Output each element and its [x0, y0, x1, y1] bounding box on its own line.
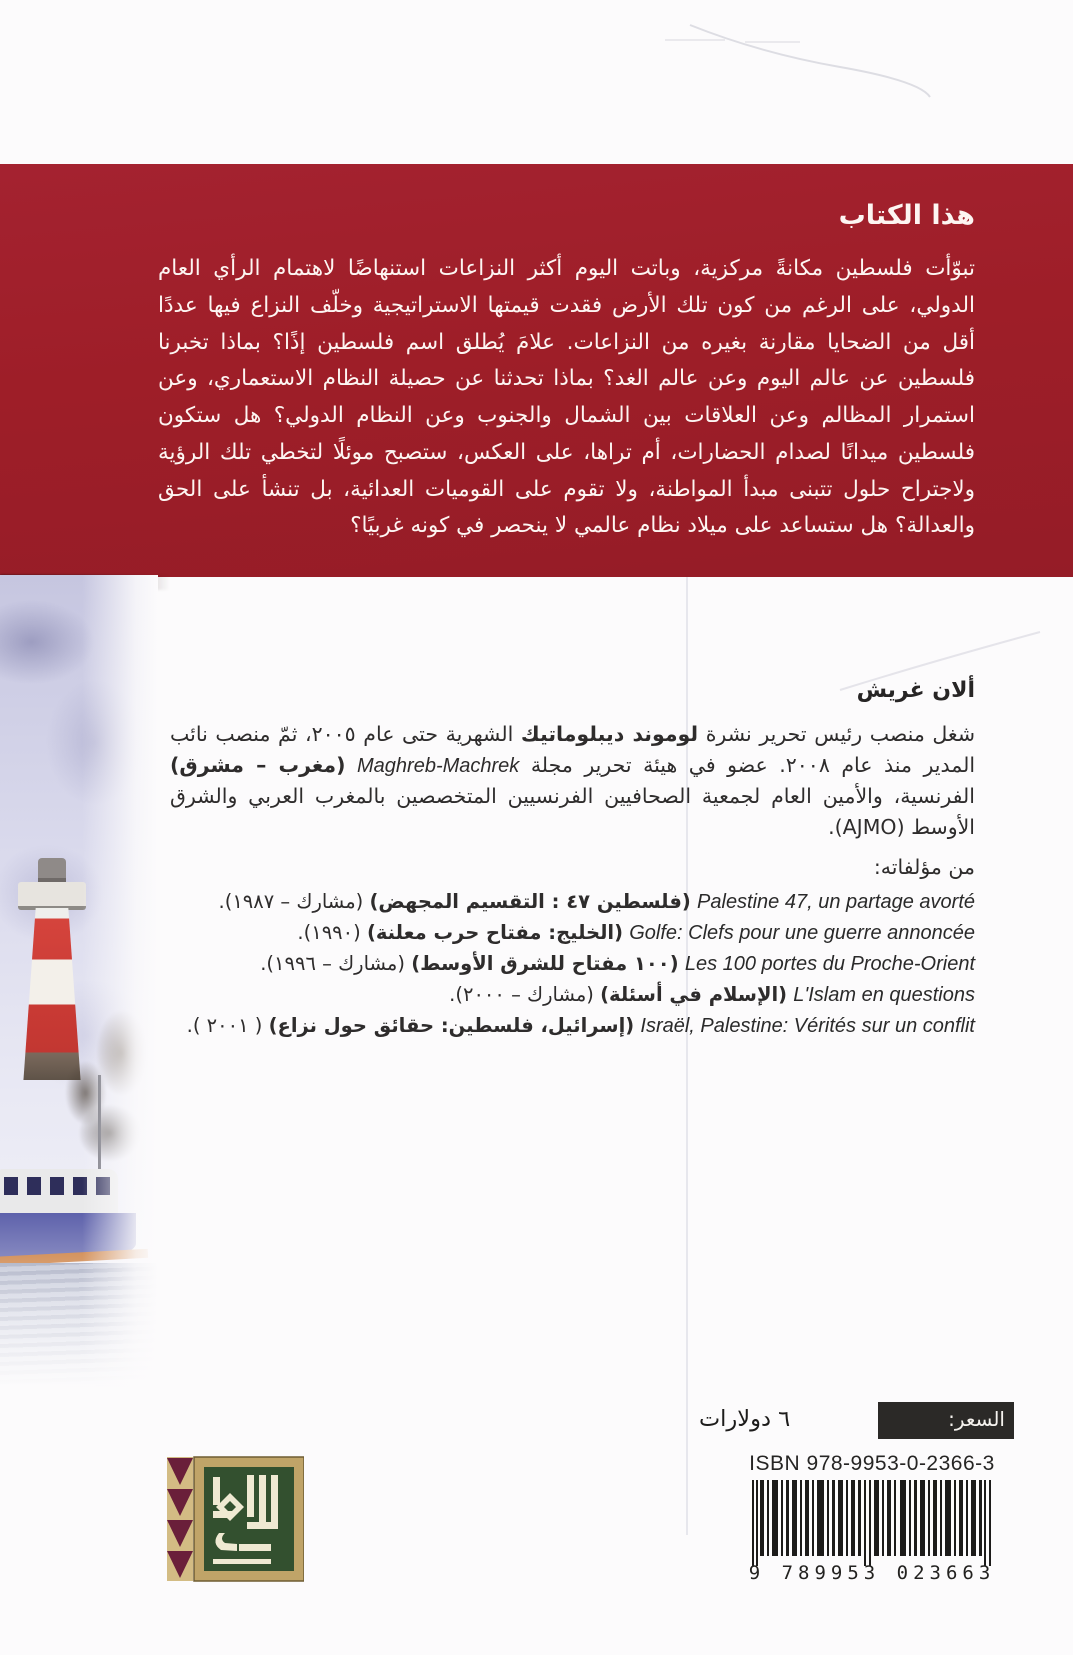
bio-segment	[346, 753, 358, 777]
work-item	[170, 1011, 975, 1042]
works-list	[170, 887, 975, 1042]
bio-journal-name-latin: Maghreb-Machrek	[357, 754, 520, 777]
price-value: ٦ دولارات	[699, 1406, 791, 1432]
work-arabic-title: (إسرائيل، فلسطين: حقائق حول نزاع)	[268, 1014, 635, 1038]
work-year-info: (مشارك – ٢٠٠٠).	[449, 983, 594, 1007]
isbn-number: ISBN 978-9953-0-2366-3	[749, 1452, 995, 1475]
work-item	[170, 918, 975, 949]
work-item	[170, 980, 975, 1011]
about-body-text: تبوّأت فلسطين مكانةً مركزية، وباتت اليوم أكثر النزاعات استنهاضًا لاهتمام الرأي العام الدولي، على الرغم من كون تلك الأرض فقدت قيمتها الاستراتيجية وخلّف النزاع فيها عددًا أقل من الضحايا مقارنة بغيره من النزاعات. علامَ يُطلق اسم فلسطين إذًا؟ بماذا تخبرنا فلسطين عن عالم اليوم وعن عالم الغد؟ بماذا تحدثنا عن حصيلة النظام الاستعماري، وعن استمرار المظالم وعن العلاقات بين الشمال والجنوب وعن النظام الدولي؟ هل ستكون فلسطين ميدانًا لصدام الحضارات، أم تراها، على العكس، ستصبح موئلًا لتخطي تلك الرؤية ولاجتراح حلول تتبنى مبدأ المواطنة، ولا تقوم على القوميات العدائية، بل تنشأ على الحق والعدالة؟ هل ستساعد على ميلاد نظام عالمي لا ينحصر في كونه غربيًا؟	[158, 256, 975, 539]
work-french-title: L'Islam en questions	[793, 984, 975, 1007]
about-the-book-band	[0, 164, 1073, 577]
work-year-info: (مشارك – ١٩٨٧).	[218, 890, 364, 914]
work-year-info: (مشارك – ١٩٩٦).	[260, 952, 405, 976]
author-name: ألان غريش	[856, 678, 975, 703]
photo-fade-overlay	[0, 575, 158, 1413]
price-label-box	[878, 1402, 1014, 1439]
barcode-digits: 9 789953 023663	[748, 1562, 996, 1584]
author-bio	[170, 719, 975, 842]
work-french-title: Les 100 portes du Proche-Orient	[684, 953, 975, 976]
work-item	[170, 887, 975, 918]
work-year-info: ( ٢٠٠١ ).	[186, 1014, 263, 1038]
author-section	[170, 678, 975, 1042]
work-french-title: Golfe: Clefs pour une guerre annoncée	[629, 922, 975, 945]
publisher-logo	[167, 1455, 304, 1583]
isbn-block	[742, 1452, 1002, 1584]
works-heading: من مؤلفاته:	[873, 855, 975, 880]
work-arabic-title: (الخليج: مفتاح حرب معلنة)	[366, 921, 624, 945]
bio-segment: شغل منصب رئيس تحرير نشرة	[698, 722, 975, 746]
work-arabic-title: (فلسطين ٤٧ : التقسيم المجهض)	[369, 890, 691, 914]
work-french-title: Israël, Palestine: Vérités sur un conflit	[640, 1015, 975, 1038]
bio-segment-bold: (مغرب – مشرق)	[170, 752, 346, 777]
bio-segment-bold: لوموند ديبلوماتيك	[520, 722, 699, 746]
about-heading: هذا الكتاب	[838, 200, 975, 231]
work-french-title: Palestine 47, un partage avorté	[697, 891, 975, 914]
cover-photo-strip	[0, 575, 158, 1413]
price-label: السعر:	[948, 1407, 1005, 1431]
work-arabic-title: (١٠٠ مفتاح للشرق الأوسط)	[411, 952, 679, 976]
bio-segment: الفرنسية، والأمين العام لجمعية الصحافيين الفرنسيين المتخصصين بالمغرب العربي والشرق الأوسط (AJMO).	[170, 783, 975, 839]
bio-segment: الشهرية حتى عام ٢٠٠٥، ثمّ منصب نائب المدير منذ عام ٢٠٠٨. عضو في هيئة تحرير مجلة	[170, 722, 976, 777]
work-arabic-title: (الإسلام في أسئلة)	[600, 983, 788, 1007]
work-item	[170, 949, 975, 980]
work-year-info: (١٩٩٠).	[297, 921, 361, 945]
